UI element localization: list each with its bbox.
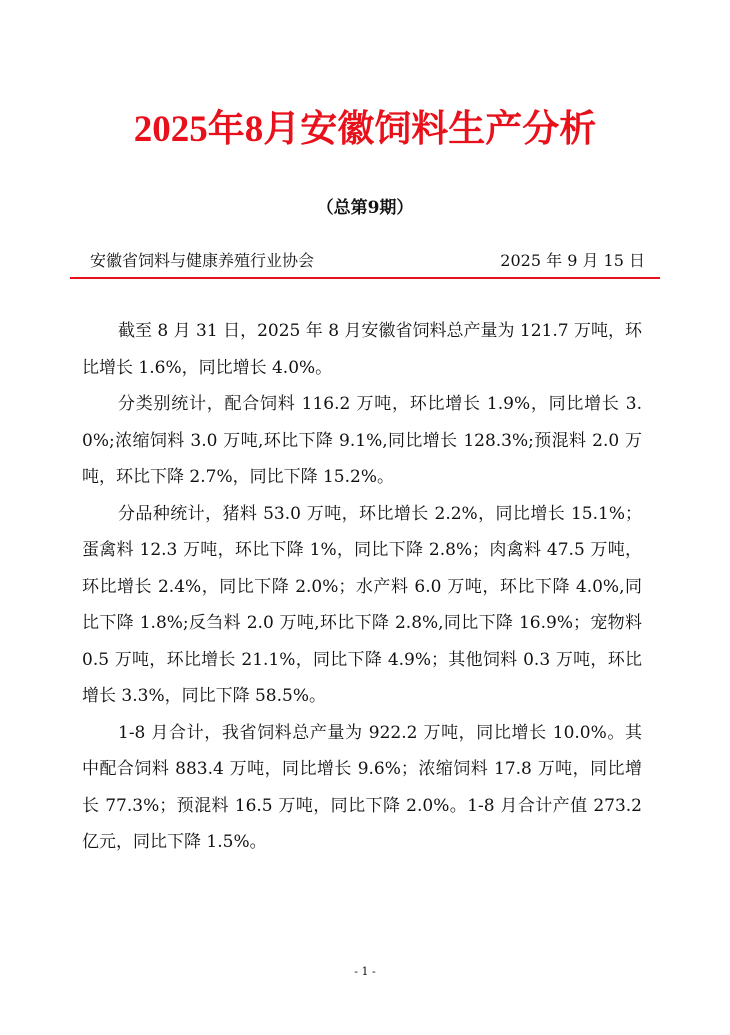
paragraph-by-category: 分类别统计，配合饲料 116.2 万吨，环比增长 1.9%，同比增长 3.0%;浓缩饲料 3.0 万吨,环比下降 9.1%,同比增长 128.3%;预混料 2.0 万吨，环比下降 2.7%，同比下降 15.2%。 [82,394,642,487]
issue-number: （总第9期） [316,198,414,218]
publish-date: 2025 年 9 月 15 日 [500,251,645,270]
paragraph-total-output: 截至 8 月 31 日，2025 年 8 月安徽省饲料总产量为 121.7 万吨，环比增长 1.6%，同比增长 4.0%。 [82,321,642,378]
organization-name: 安徽省饲料与健康养殖行业协会 [90,251,315,270]
body-content [82,313,642,861]
header-divider [70,277,660,279]
paragraph-by-variety: 分品种统计，猪料 53.0 万吨，环比增长 2.2%，同比增长 15.1%；蛋禽料 12.3 万吨，环比下降 1%，同比下降 2.8%；肉禽料 47.5 万吨，环比增长 2.4%，同比下降 2.0%；水产料 6.0 万吨，环比下降 4.0%,同比下降 1.8%;反刍料 2.0 万吨,环比下降 2.8%,同比下降 16.9%；宠物料 0.5 万吨，环比增长 21.1%，同比下降 4.9%；其他饲料 0.3 万吨，环比增长 3.3%，同比下降 58.5%。 [82,503,642,706]
document-title: 2025年8月安徽饲料生产分析 [133,109,597,150]
page-number: - 1 - [354,965,376,978]
paragraph-year-to-date: 1-8 月合计，我省饲料总产量为 922.2 万吨，同比增长 10.0%。其中配合饲料 883.4 万吨，同比增长 9.6%；浓缩饲料 17.8 万吨，同比增长 77.3%；预混料 16.5 万吨，同比下降 2.0%。1-8 月合计产值 273.2 亿元，同比下降 1.5%。 [82,722,642,852]
